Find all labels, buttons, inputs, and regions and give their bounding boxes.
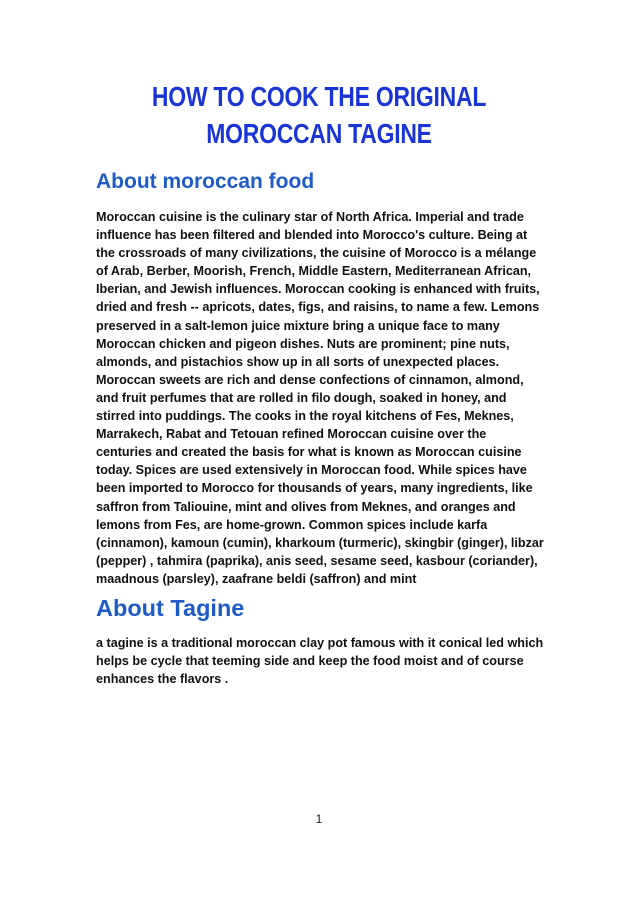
section-heading-moroccan-food: About moroccan food	[96, 170, 315, 193]
section-heading-tagine: About Tagine	[96, 595, 245, 621]
page-number: 1	[315, 812, 323, 826]
section-body-tagine: a tagine is a traditional moroccan clay pot famous with it conical led which helps be cycle that teeming side and keep the food moist and of course enhances the flavors .	[96, 636, 544, 687]
section-body-moroccan-food: Moroccan cuisine is the culinary star of North Africa. Imperial and trade influence has been filtered and blended into Morocco's culture. Being at the crossroads of many civilizations, the cuisine of Morocco is a mélange of Arab, Berber, Moorish, French, Middle Eastern, Mediterranean African, Iberian, and Jewish influences. Moroccan cooking is enhanced with fruits, dried and fresh -- apricots, dates, figs, and raisins, to name a few. Lemons preserved in a salt-lemon juice mixture bring a unique face to many Moroccan chicken and pigeon dishes. Nuts are prominent; pine nuts, almonds, and pistachios show up in all sorts of unexpected places. Moroccan sweets are rich and dense confections of cinnamon, almond, and fruit perfumes that are rolled in filo dough, soaked in honey, and stirred into puddings. The cooks in the royal kitchens of Fes, Meknes, Marrakech, Rabat and Tetouan refined Moroccan cuisine over the centuries and created the basis for what is known as Moroccan cuisine today. Spices are used extensively in Moroccan food. While spices have been imported to Morocco for thousands of years, many ingredients, like saffron from Taliouine, mint and olives from Meknes, and oranges and lemons from Fes, are home-grown. Common spices include karfa (cinnamon), kamoun (cumin), kharkoum (turmeric), skingbir (ginger), libzar (pepper) , tahmira (paprika), anis seed, sesame seed, kasbour (coriander), maadnous (parsley), zaafrane beldi (saffron) and mint	[96, 210, 544, 586]
document-title: HOW TO COOK THE ORIGINAL MOROCCAN TAGINE	[151, 81, 487, 149]
